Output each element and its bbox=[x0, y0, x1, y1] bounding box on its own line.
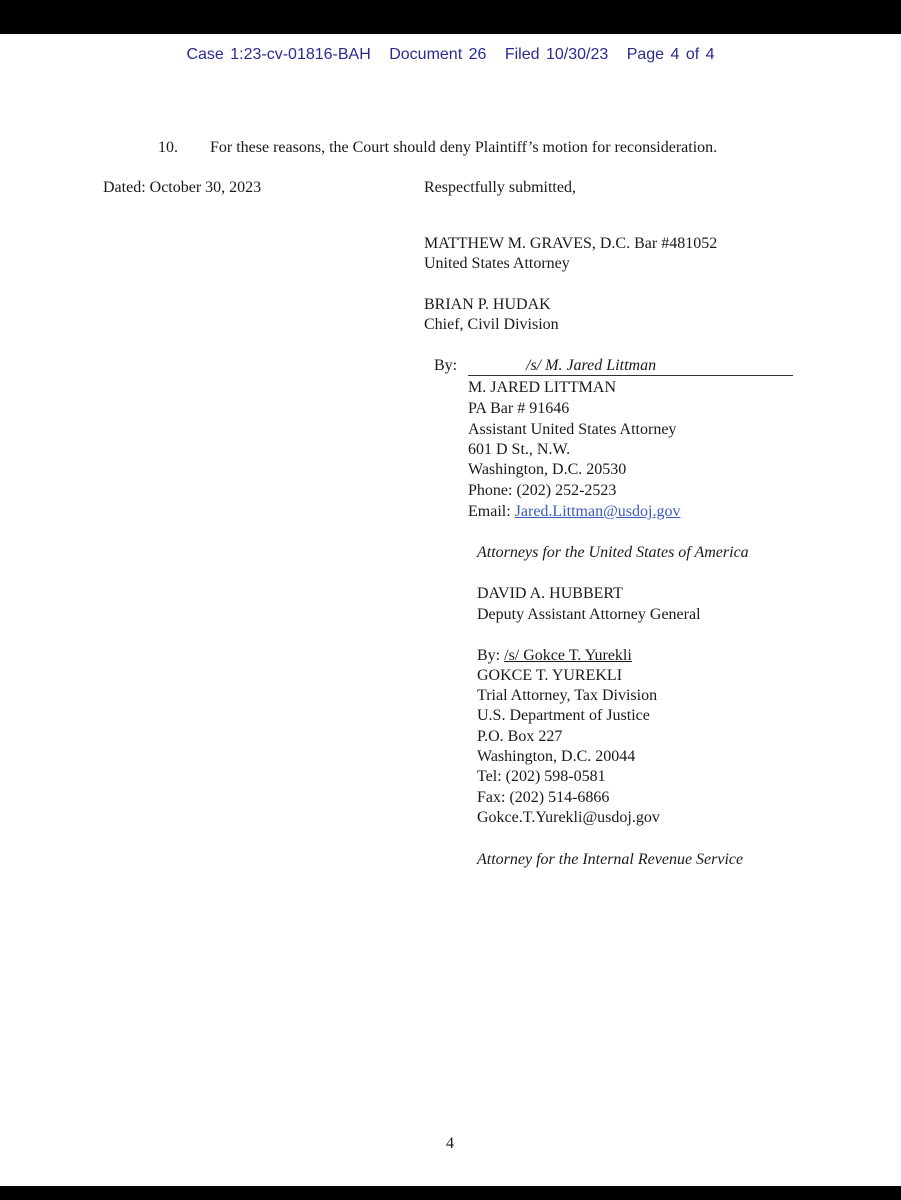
closing-line: Respectfully submitted, bbox=[424, 179, 576, 196]
hubbert-name: DAVID A. HUBBERT bbox=[477, 585, 623, 602]
ecf-header bbox=[0, 46, 901, 64]
yurekli-signature: /s/ Gokce T. Yurekli bbox=[504, 647, 632, 664]
dated-line: Dated: October 30, 2023 bbox=[103, 179, 262, 196]
us-attorney-title: United States Attorney bbox=[424, 255, 570, 272]
chief-title: Chief, Civil Division bbox=[424, 316, 559, 333]
littman-phone: Phone: (202) 252-2523 bbox=[468, 482, 617, 499]
page-indicator: Page 4 of 4 bbox=[626, 46, 715, 63]
hubbert-title: Deputy Assistant Attorney General bbox=[477, 606, 701, 623]
top-black-bar bbox=[0, 0, 901, 34]
littman-address2: Washington, D.C. 20530 bbox=[468, 461, 627, 478]
littman-email-link[interactable]: Jared.Littman@usdoj.gov bbox=[514, 503, 681, 520]
littman-bar: PA Bar # 91646 bbox=[468, 400, 570, 417]
us-attorney-name: MATTHEW M. GRAVES, D.C. Bar #481052 bbox=[424, 235, 718, 252]
document-number: Document 26 bbox=[389, 46, 487, 63]
yurekli-address2: Washington, D.C. 20044 bbox=[477, 748, 636, 765]
case-number: Case 1:23-cv-01816-BAH bbox=[186, 46, 371, 63]
littman-signature: /s/ M. Jared Littman bbox=[526, 357, 657, 374]
bottom-black-bar bbox=[0, 1186, 901, 1200]
yurekli-tel: Tel: (202) 598-0581 bbox=[477, 768, 606, 785]
paragraph-number: 10. bbox=[158, 139, 178, 156]
yurekli-dept: U.S. Department of Justice bbox=[477, 707, 650, 724]
usa-role: Attorneys for the United States of America bbox=[477, 544, 749, 561]
littman-address1: 601 D St., N.W. bbox=[468, 441, 571, 458]
chief-name: BRIAN P. HUDAK bbox=[424, 296, 551, 313]
yurekli-by-row bbox=[477, 646, 632, 666]
littman-email-row bbox=[468, 502, 680, 522]
email-label: Email: bbox=[468, 503, 515, 520]
paragraph-text: For these reasons, the Court should deny Plaintiff’s motion for reconsideration. bbox=[210, 139, 718, 156]
yurekli-fax: Fax: (202) 514-6866 bbox=[477, 789, 610, 806]
page-number: 4 bbox=[446, 1135, 454, 1152]
yurekli-title: Trial Attorney, Tax Division bbox=[477, 687, 658, 704]
by-label-littman: By: bbox=[434, 357, 458, 374]
yurekli-address1: P.O. Box 227 bbox=[477, 728, 563, 745]
littman-name: M. JARED LITTMAN bbox=[468, 379, 616, 396]
by-label-yurekli: By: bbox=[477, 647, 505, 664]
littman-title: Assistant United States Attorney bbox=[468, 421, 677, 438]
yurekli-name: GOKCE T. YUREKLI bbox=[477, 667, 623, 684]
filed-date: Filed 10/30/23 bbox=[504, 46, 609, 63]
irs-role: Attorney for the Internal Revenue Service bbox=[477, 851, 744, 868]
yurekli-email: Gokce.T.Yurekli@usdoj.gov bbox=[477, 809, 660, 826]
